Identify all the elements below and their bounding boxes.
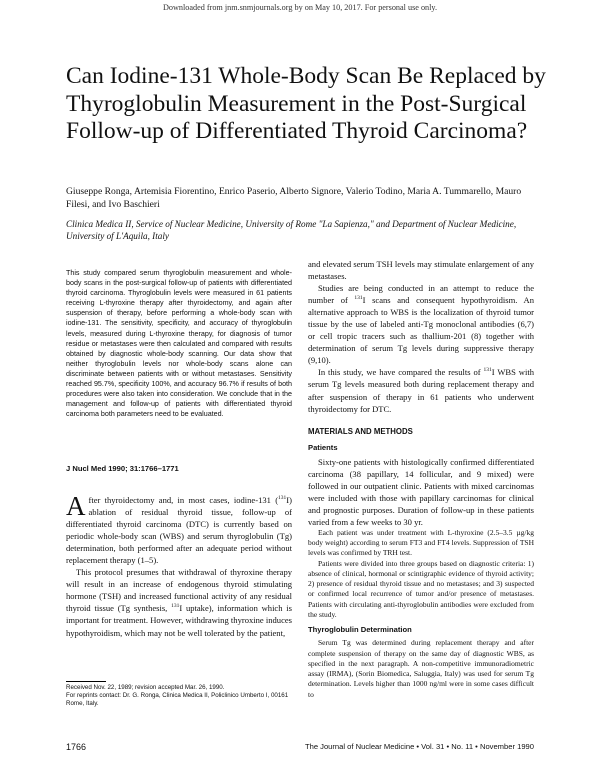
journal-footer: The Journal of Nuclear Medicine • Vol. 31 • No. 11 • November 1990 <box>304 742 534 751</box>
intro-paragraph-1 <box>66 491 292 566</box>
paragraph: and elevated serum TSH levels may stimulate enlargement of any metastases. <box>308 259 534 282</box>
reprints-note: For reprints contact: Dr. G. Ronga, Clinica Medica II, Policlinico Umberto I, 00161 Rome, Italy. <box>66 692 289 707</box>
subsection-heading: Patients <box>308 442 338 452</box>
section-heading: MATERIALS AND METHODS <box>308 426 413 436</box>
superscript: 131 <box>278 495 287 502</box>
paragraph-text: I scans and consequent hypothyroidism. An alternative approach to WBS is the localization of thyroid tumor tissue by the use of labeled anti-Tg monoclonal antibodies (6,7) or cell tropic tracers such as thallium-201 (8) together with determination of serum Tg levels during suppressive therapy (9,10). <box>308 295 534 366</box>
page-number: 1766 <box>66 742 87 752</box>
intro-text: This protocol presumes that withdrawal of thyroxine therapy will result in an increase of endogenous thyroid stimulating hormone (TSH) and increased functional activity of any residual thyroid tissue (Tg synthesis, <box>66 567 292 614</box>
subsection-heading: Thyroglobulin Determination <box>308 625 412 635</box>
footnote <box>66 684 292 708</box>
received-note: Received Nov. 22, 1989; revision accepted Mar. 26, 1990. <box>66 684 225 691</box>
paragraph-text: I WBS with serum Tg levels measured both during replacement therapy and after suspension of therapy in 61 patients who underwent thyroidectomy for DTC. <box>308 367 534 414</box>
drop-cap: A <box>66 491 86 521</box>
intro-text: I uptake), information which is important for treatment. However, withdrawing thyroxine induces hypothyroidism, which may not be well tolerated by the patient, <box>66 603 292 638</box>
paragraph: Each patient was under treatment with L-thyroxine (2.5–3.5 µg/kg body weight) according to serum FT3 and FT4 levels. Suppression of TSH levels was confirmed by TRH test. <box>308 527 534 558</box>
author-list: Giuseppe Ronga, Artemisia Fiorentino, Enrico Paserio, Alberto Signore, Valerio Todino, Maria A. Tummarello, Mauro Filesi, and Ivo Baschieri <box>66 186 522 210</box>
intro-paragraph-2 <box>66 566 292 638</box>
paragraph: Patients were divided into three groups based on diagnostic criteria: 1) absence of clinical, hormonal or scintigraphic evidence of thyroid activity; 2) presence of residual thyroid tissue and no metastases; and 3) suspected or confirmed local recurrence of tumor and/or presence of metastases. Patients with circulating anti-thyroglobulin antibodies were excluded from the study. <box>308 558 534 619</box>
footnote-divider <box>66 681 106 682</box>
superscript: 131 <box>483 367 492 374</box>
paragraph: Sixty-one patients with histologically confirmed differentiated carcinoma (38 papillary, 14 follicular, and 9 mixed) were followed in our outpatient clinic. Patients with mixed carcinomas were included with those with papillary carcinomas for clinical and prognostic purposes. Duration of follow-up in these patients varied from a few weeks to 30 yr. <box>308 456 534 527</box>
citation: J Nucl Med 1990; 31:1766–1771 <box>66 464 179 473</box>
paragraph <box>308 366 534 414</box>
paragraph-text: In this study, we have compared the results of <box>318 367 484 378</box>
paragraph <box>308 282 534 366</box>
intro-text: fter thyroidectomy and, in most cases, iodine-131 ( <box>88 495 279 505</box>
intro-text: I) ablation of residual thyroid tissue, follow-up of differentiated thyroid carcinoma (DTC) is currently based on periodic whole-body scan (WBS) and serum thyroglobulin (Tg) determination, both performed after an adequate period without replacement therapy (1–5). <box>66 495 292 566</box>
superscript: 131 <box>354 295 363 302</box>
right-column <box>308 258 534 700</box>
abstract: This study compared serum thyroglobulin measurement and whole-body scans in the post-surgical follow-up of patients with differentiated thyroid carcinoma. Thyroglobulin levels were measured in 61 patients receiving L-thyroxine therapy after thyroidectomy, and again after suspension of therapy, before performing a whole-body scan with iodine-131. The sensitivity, specificity, and accuracy of thyroglobulin levels, measured during L-thyroxine therapy, for diagnosis of tumor residue or metastases were then calculated and compared with results obtained by diagnostic whole-body scanning. Our data show that neither thyroglobulin levels nor whole-body scans alone can discriminate between patients with or without metastases. Sensitivity reached 95.7%, specificity 100%, and accuracy 96.7% if results of both procedures were also taken into consideration. We conclude that in the management and follow-up of patients with differentiated thyroid carcinoma both parameters need to be evaluated. <box>66 269 292 419</box>
paragraph: Serum Tg was determined during replacement therapy and after complete suspension of therapy on the same day of diagnostic WBS, as specified in the next paragraph. A non-competitive immunoradiometric assay (IRMA), (Sorin Biomedica, Saluggia, Italy) was used for serum Tg determination. Levels higher than 1000 ng/ml were in some cases difficult to <box>308 638 534 699</box>
superscript: 131 <box>171 603 180 610</box>
article-title: Can Iodine-131 Whole-Body Scan Be Replaced by Thyroglobulin Measurement in the Post-Surgical Follow-up of Differentiated Thyroid Carcinoma? <box>66 63 546 144</box>
paragraph-text: Studies are being conducted in an attempt to reduce the number of <box>308 283 534 306</box>
introduction <box>66 491 292 639</box>
download-notice: Downloaded from jnm.snmjournals.org by on May 10, 2017. For personal use only. <box>162 3 438 12</box>
affiliation: Clinica Medica II, Service of Nuclear Medicine, University of Rome "La Sapienza," and Department of Nuclear Medicine, University of L'Aquila, Italy <box>66 219 517 241</box>
